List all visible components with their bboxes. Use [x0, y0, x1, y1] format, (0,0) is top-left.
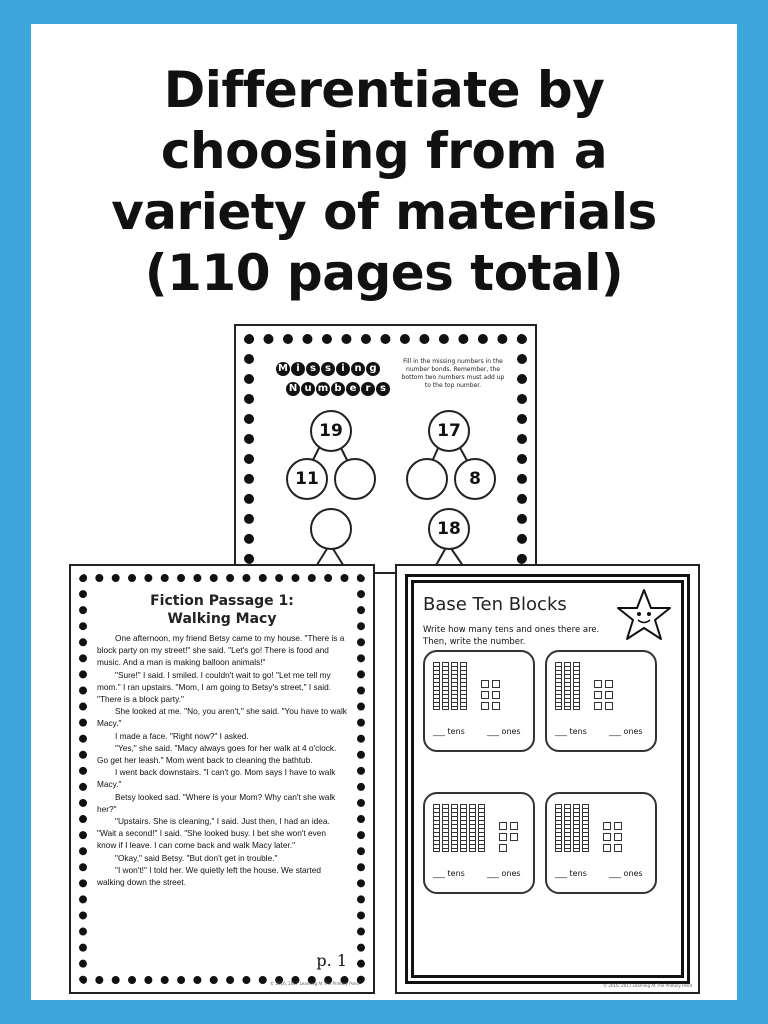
smiling-star-icon [616, 588, 672, 642]
missing-numbers-worksheet [234, 324, 537, 574]
base-ten-title: Base Ten Blocks [423, 594, 567, 615]
tens-answer-blank: ___ tens [433, 727, 465, 736]
tens-answer-blank: ___ tens [555, 869, 587, 878]
ten-rod [451, 662, 458, 710]
ten-rod [433, 662, 440, 710]
fiction-passage-worksheet [69, 564, 375, 994]
tens-rods [555, 804, 589, 852]
bond-circle-top-1: 19 [310, 410, 352, 452]
ten-rod [442, 662, 449, 710]
bond-circle-left-1: 11 [286, 458, 328, 500]
one-cube [605, 680, 613, 688]
fiction-paragraph: "I won't!" I told her. We quietly left the house. We started walking down the street. [97, 864, 321, 888]
title-letter: m [317, 383, 329, 394]
headline-line-3: variety of materials [111, 183, 657, 241]
fiction-passage-content [91, 586, 353, 972]
ten-rod [582, 804, 589, 852]
one-cube [492, 680, 500, 688]
base-ten-worksheet [395, 564, 700, 994]
one-cube [510, 822, 518, 830]
base-ten-content [417, 586, 678, 972]
title-letter: r [361, 382, 375, 396]
fiction-paragraph: "Upstairs. She is cleaning," I said. Just then, I had an idea. "Wait a second!" I said. "She looked busy. I bet she won't even know if I leave. I can come back and walk Macy later." [97, 816, 330, 851]
fiction-title-line-2: Walking Macy [167, 611, 277, 627]
tens-answer-blank: ___ tens [433, 869, 465, 878]
one-cube [481, 702, 489, 710]
title-letter: b [331, 382, 345, 396]
headline-line-4: (110 pages total) [144, 244, 624, 302]
headline-line-1: Differentiate by [163, 61, 605, 119]
ten-rod [433, 804, 440, 852]
headline-line-2: choosing from a [160, 122, 608, 180]
one-cube [603, 822, 611, 830]
base-ten-copyright: © 2016, 2017 Learning At The Primary Pond [603, 983, 692, 988]
ten-rod [460, 804, 467, 852]
ones-cubes [481, 680, 500, 710]
one-cube [499, 833, 507, 841]
bond-circle-right-1 [334, 458, 376, 500]
one-cube [594, 691, 602, 699]
ten-rod [469, 804, 476, 852]
ones-cubes [594, 680, 613, 710]
tens-answer-blank: ___ tens [555, 727, 587, 736]
page-number: p. 1 [316, 951, 347, 970]
ten-rod [442, 804, 449, 852]
base-ten-problem-card [423, 650, 535, 752]
bond-circle-top-4: 18 [428, 508, 470, 550]
ones-answer-blank: ___ ones [609, 869, 643, 878]
one-cube [510, 833, 518, 841]
headline [31, 60, 737, 304]
bond-circle-left-2 [406, 458, 448, 500]
fiction-paragraph: One afternoon, my friend Betsy came to my house. "There is a block party on my street!" she said. "Let's go! There is food and music. And a man is making balloon animals!" [97, 633, 345, 668]
missing-numbers-content [258, 348, 513, 572]
one-cube [492, 702, 500, 710]
ten-rod [573, 662, 580, 710]
one-cube [481, 680, 489, 688]
ten-rod [451, 804, 458, 852]
one-cube [614, 833, 622, 841]
ten-rod [460, 662, 467, 710]
ten-rod [478, 804, 485, 852]
fiction-body [97, 632, 347, 888]
one-cube [603, 844, 611, 852]
ones-cubes [499, 822, 518, 852]
ten-rod [555, 662, 562, 710]
tens-rods [433, 662, 467, 710]
title-letter: u [301, 382, 315, 396]
fiction-paragraph: "Sure!" I said. I smiled. I couldn't wait to go! "Let me tell my mom." I ran upstairs. "Mom, I am going to Betsy's street," I said. "There is a block party." [97, 669, 332, 705]
fiction-paragraph: "Okay," said Betsy. "But don't get in trouble." [115, 852, 278, 863]
bond-circle-right-2: 8 [454, 458, 496, 500]
one-cube [481, 691, 489, 699]
fiction-paragraph: I went back downstairs. "I can't go. Mom says I have to walk Macy." [97, 767, 336, 790]
fiction-paragraph: "Yes," she said. "Macy always goes for her walk at 4 o'clock. Go get her leash." Mom went back to cleaning the bathtub. [97, 742, 337, 766]
title-letter: M [276, 362, 290, 376]
bond-circle-top-3 [310, 508, 352, 550]
tens-rods [555, 662, 580, 710]
ones-answer-blank: ___ ones [487, 869, 521, 878]
one-cube [605, 691, 613, 699]
one-cube [492, 691, 500, 699]
ten-rod [573, 804, 580, 852]
one-cube [614, 822, 622, 830]
fiction-paragraph: Betsy looked sad. "Where is your Mom? Why can't she walk her?" [97, 791, 336, 814]
fiction-paragraph: I made a face. "Right now?" I asked. [115, 730, 249, 741]
ones-answer-blank: ___ ones [487, 727, 521, 736]
tens-rods [433, 804, 485, 852]
one-cube [603, 833, 611, 841]
fiction-title-line-1: Fiction Passage 1: [150, 593, 294, 609]
one-cube [614, 844, 622, 852]
title-letter: s [321, 362, 335, 376]
ones-answer-blank: ___ ones [609, 727, 643, 736]
missing-numbers-instructions: Fill in the missing numbers in the number bonds. Remember, the bottom two numbers must add up to the top number. [401, 358, 505, 389]
base-ten-problem-card [545, 650, 657, 752]
base-ten-problem-card [423, 792, 535, 894]
one-cube [499, 822, 507, 830]
title-letter: e [346, 382, 360, 396]
base-ten-instructions: Write how many tens and ones there are. Then, write the number. [423, 625, 600, 647]
one-cube [594, 680, 602, 688]
ten-rod [555, 804, 562, 852]
title-letter: i [291, 362, 305, 376]
ten-rod [564, 662, 571, 710]
one-cube [499, 844, 507, 852]
base-ten-problem-card [545, 792, 657, 894]
bond-circle-top-2: 17 [428, 410, 470, 452]
fiction-copyright: © 2016, 2017 Learning At The Primary Pond [270, 981, 359, 986]
white-frame [31, 24, 737, 1000]
fiction-title [91, 592, 353, 628]
fiction-paragraph: She looked at me. "No, you aren't," she said. "You have to walk Macy." [97, 706, 347, 729]
one-cube [605, 702, 613, 710]
title-letter: i [336, 362, 350, 376]
title-letter: N [286, 382, 300, 396]
title-letter: n [351, 362, 365, 376]
ten-rod [564, 804, 571, 852]
title-letter: s [376, 382, 390, 396]
title-letter: g [366, 362, 380, 376]
ones-cubes [603, 822, 622, 852]
one-cube [594, 702, 602, 710]
title-letter: s [306, 362, 320, 376]
